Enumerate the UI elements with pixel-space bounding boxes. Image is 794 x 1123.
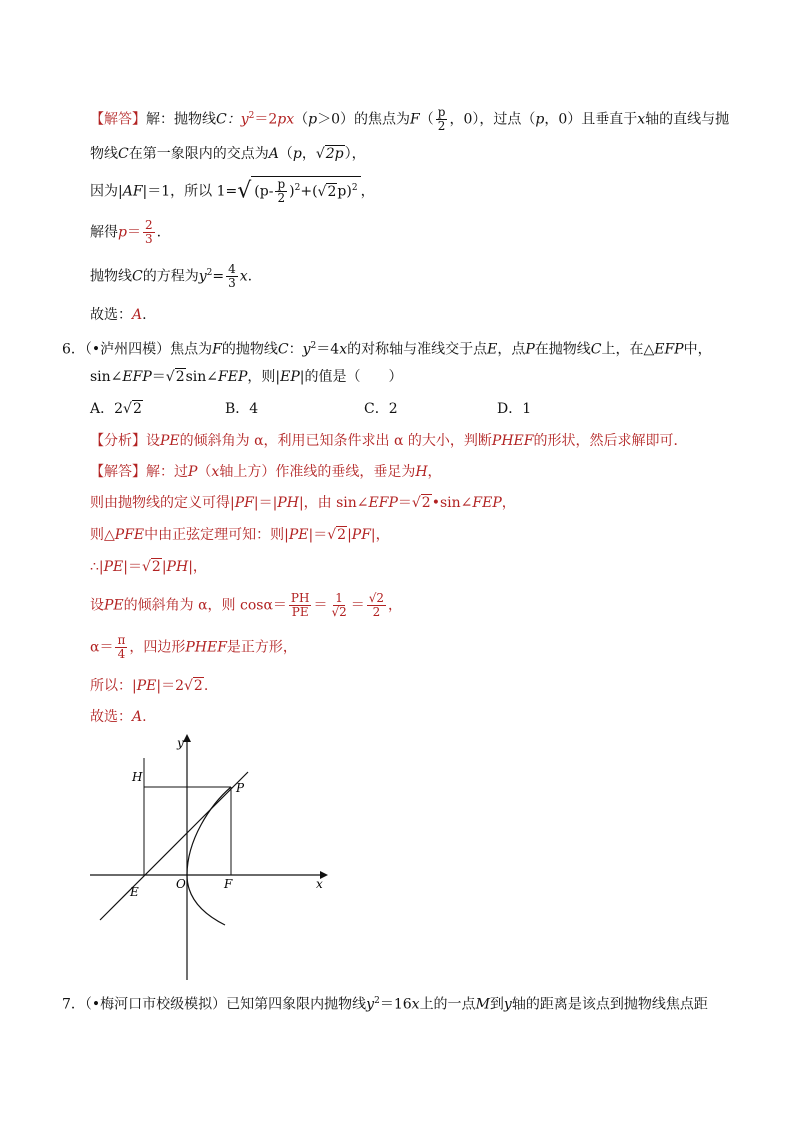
option-a[interactable]: A．2√2 xyxy=(90,401,142,417)
solution6-line8: 故选：A. xyxy=(90,709,147,725)
solution6-line3: 则△PFE中由正弦定理可知：则|PE|＝√2|PF|， xyxy=(90,527,390,543)
solution5-line1: 【解答】解：抛物线C：$y^2=2px(p>0)$的焦点为F（ $\frac{p}{2}$ ，0），过点（p，0）且垂直于x轴的直线与抛 xyxy=(90,105,730,134)
answer-tag-6: 【解答】 xyxy=(90,464,146,480)
parabola-lower xyxy=(187,875,225,925)
answer-tag: 【解答】 xyxy=(90,111,146,128)
label-y: y xyxy=(177,736,184,750)
fraction-p-over-2: $\frac{p}{2}$ xyxy=(437,105,446,134)
option-b[interactable]: B．4 xyxy=(225,401,259,417)
solution6-line7: 所以：|PE|＝2√2. xyxy=(90,678,209,694)
solution6-line4: ∴|PE|＝√2|PH|， xyxy=(90,559,207,575)
y-axis-arrow xyxy=(183,734,191,742)
label-F: F xyxy=(224,877,233,891)
solution5-line6: 故选：A. xyxy=(90,307,147,323)
solution6-line1: 【解答】解：过P（x轴上方）作准线的垂线，垂足为H， xyxy=(90,464,442,480)
problem6-line1: 6．（•泸州四模）焦点为F的抛物线C：$y^2=4x$的对称轴与准线交于点E，点P在抛物线C上，在△EFP中， xyxy=(62,341,712,358)
distance-formula: (p- $\frac{p}{2}$ )$^2+(√2p)^2$ xyxy=(251,176,360,205)
fraction-2-over-3: $\frac{2}{3}$ xyxy=(144,218,153,246)
problem6-options xyxy=(90,398,690,420)
parabola-upper xyxy=(187,787,231,875)
solution5-line3: 因为|AF|＝1，所以 1=√ (p- $\frac{p}{2}$ )$^2+(√2p)^2$ ， xyxy=(90,177,375,206)
problem7-line1: 7．（•梅河口市校级模拟）已知第四象限内抛物线$y^2=16x$上的一点M到y轴的距离是该点到抛物线焦点距 xyxy=(62,996,708,1013)
analysis-tag: 【分析】 xyxy=(90,433,146,449)
label-H: H xyxy=(132,770,143,784)
solution6-line2: 则由抛物线的定义可得|PF|＝|PH|，由 sin∠EFP＝√2•sin∠FEP， xyxy=(90,495,516,511)
option-d[interactable]: D．1 xyxy=(497,401,532,417)
option-c[interactable]: C．2 xyxy=(364,401,398,417)
parabola-figure xyxy=(90,730,340,980)
solution6-line6: α＝ $\frac{\pi}{4}$ ，四边形PHEF是正方形， xyxy=(90,633,297,661)
solution6-line5: 设PE的倾斜角为 α，则 cosα＝ $\frac{PH}{PE}$ ＝ $\frac{1}{√2}$ ＝ $\frac{√2}{2}$ ， xyxy=(90,591,403,619)
label-x: x xyxy=(316,877,323,891)
sqrt-2p: √2p xyxy=(315,146,344,162)
problem6-line2: sin∠EFP＝√2sin∠FEP，则|EP|的值是（ ） xyxy=(90,369,403,385)
label-P: P xyxy=(236,781,245,795)
label-O: O xyxy=(176,877,186,891)
solution5-line4: 解得p＝ $\frac{2}{3}$ . xyxy=(90,218,162,246)
label-E: E xyxy=(130,885,139,899)
solution5-line2: 物线C在第一象限内的交点为A（p，√2p）， xyxy=(90,143,366,165)
solution5-line5: 抛物线C的方程为$y^2=$ $\frac{4}{3}$ x. xyxy=(90,262,253,291)
fraction-4-over-3: $\frac{4}{3}$ xyxy=(228,262,236,291)
analysis6-line: 【分析】设PE的倾斜角为 α，利用已知条件求出 α 的大小，判断PHEF的形状，然后求解即可． xyxy=(90,433,688,449)
line-EP xyxy=(100,772,248,920)
